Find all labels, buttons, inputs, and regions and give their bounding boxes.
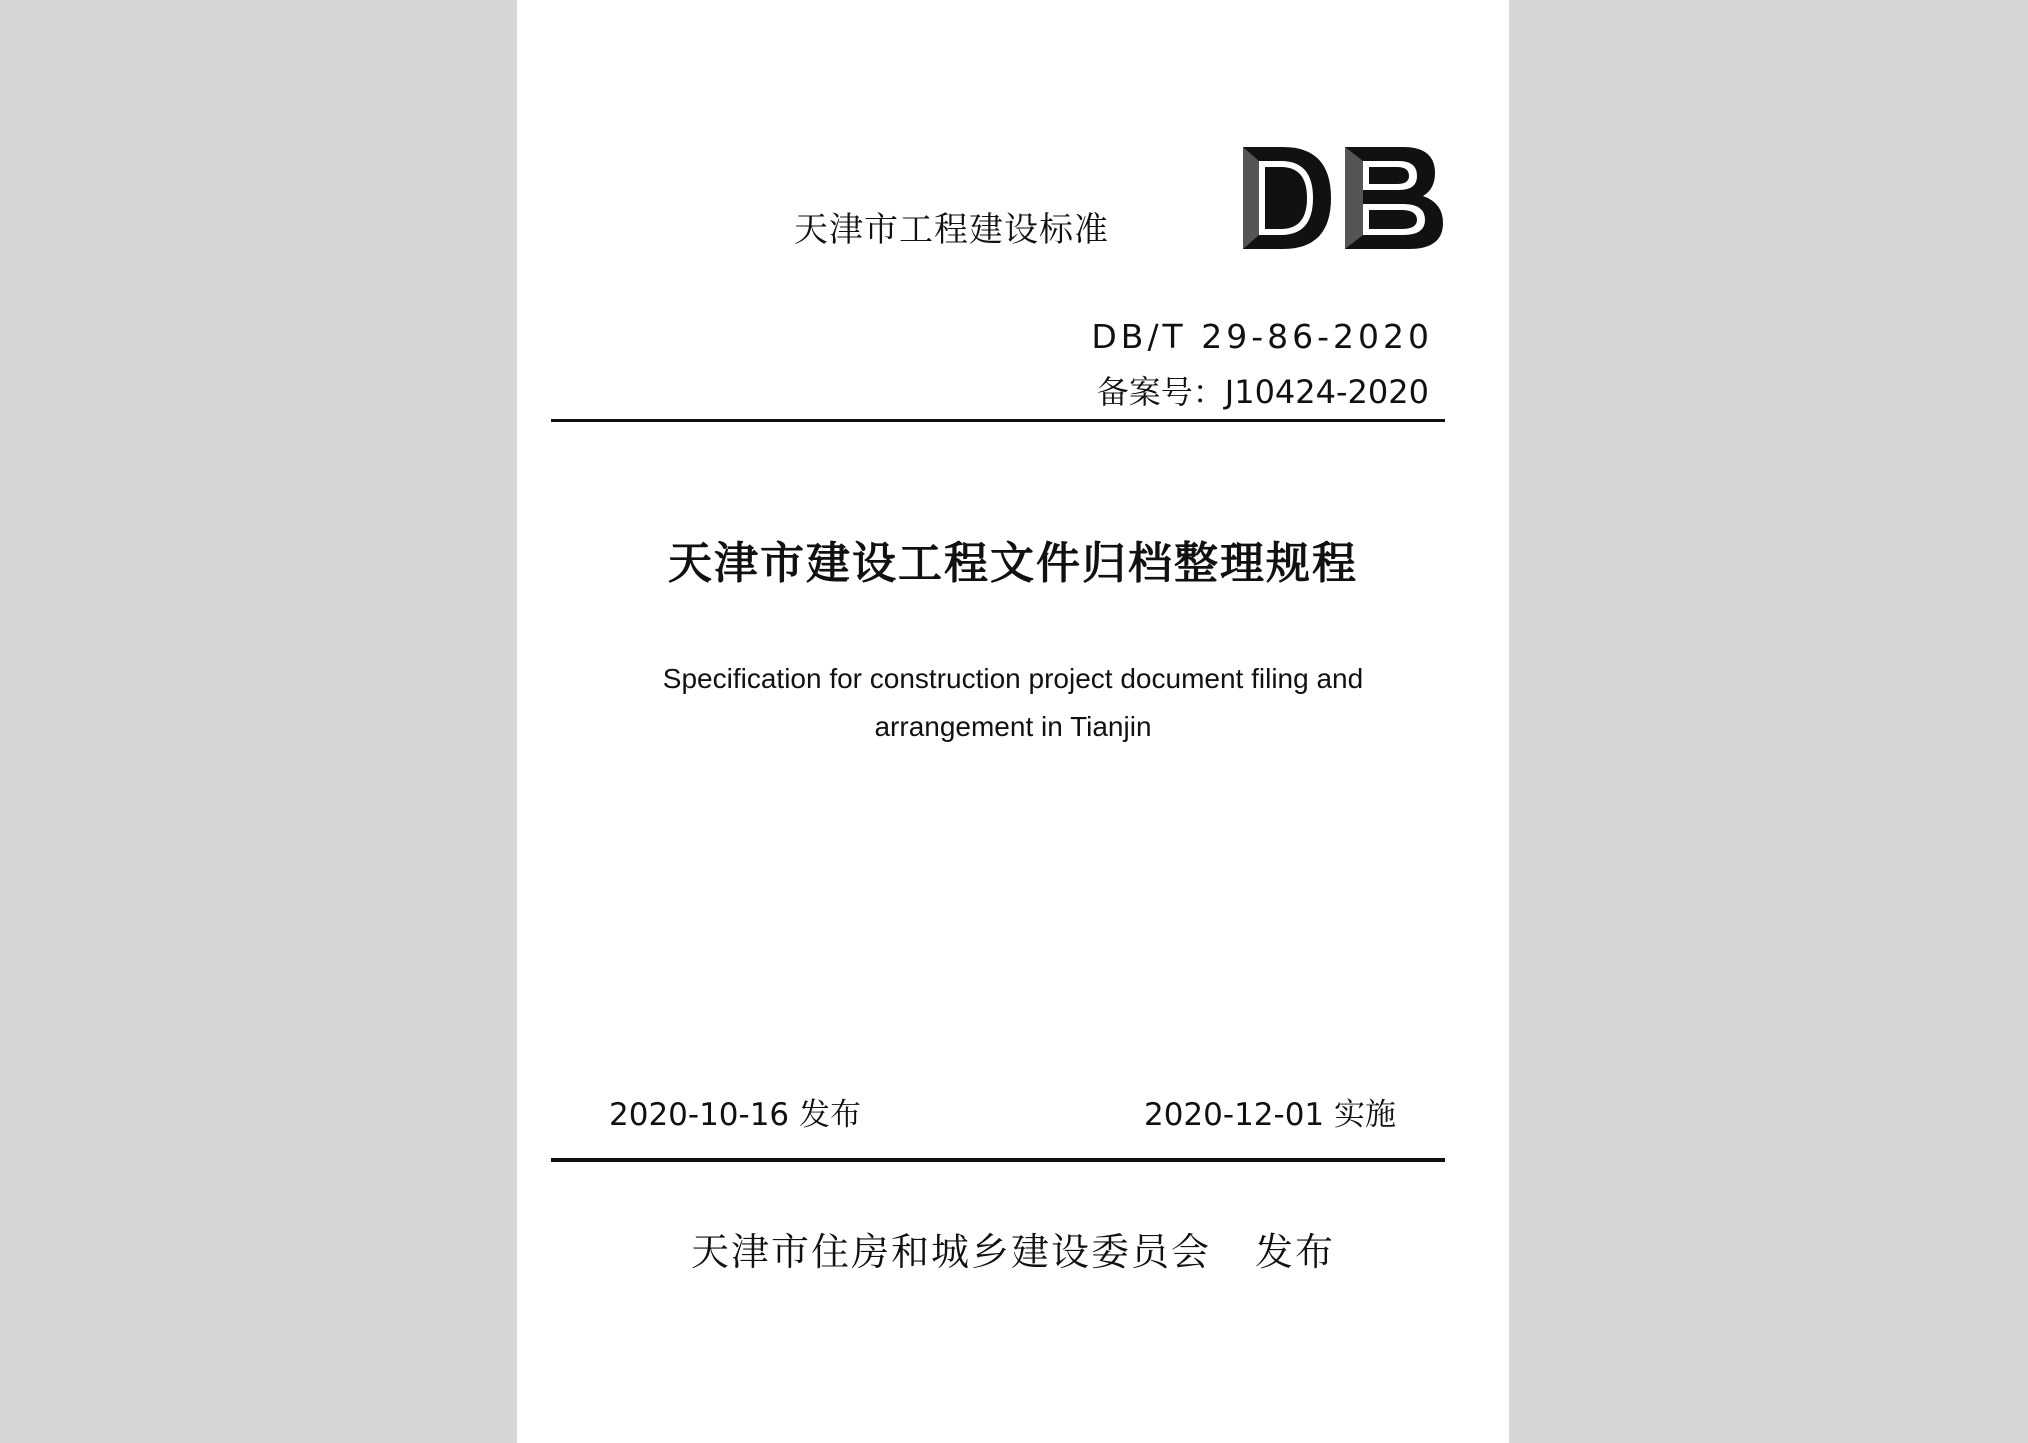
title-english-line1: Specification for construction project document filing and [662,663,1364,694]
db-logo [1239,143,1447,253]
issue-date: 2020-10-16 发布 [609,1097,862,1133]
title-english [517,655,1509,751]
title-chinese: 天津市建设工程文件归档整理规程 [668,538,1358,589]
publisher [517,1221,1509,1276]
publisher-name: 天津市住房和城乡建设委员会 [690,1230,1211,1274]
standard-code: DB/T 29-86-2020 [1091,317,1433,356]
top-divider [551,419,1445,422]
document-cover [517,0,1509,1443]
title-english-line2: arrangement in Tianjin [874,711,1152,742]
record-number: 备案号：J10424-2020 [1096,373,1429,411]
bottom-divider [551,1158,1445,1162]
standard-category: 天津市工程建设标准 [794,210,1109,250]
publish-label: 发布 [1255,1230,1336,1274]
implementation-date: 2020-12-01 实施 [1143,1097,1396,1133]
